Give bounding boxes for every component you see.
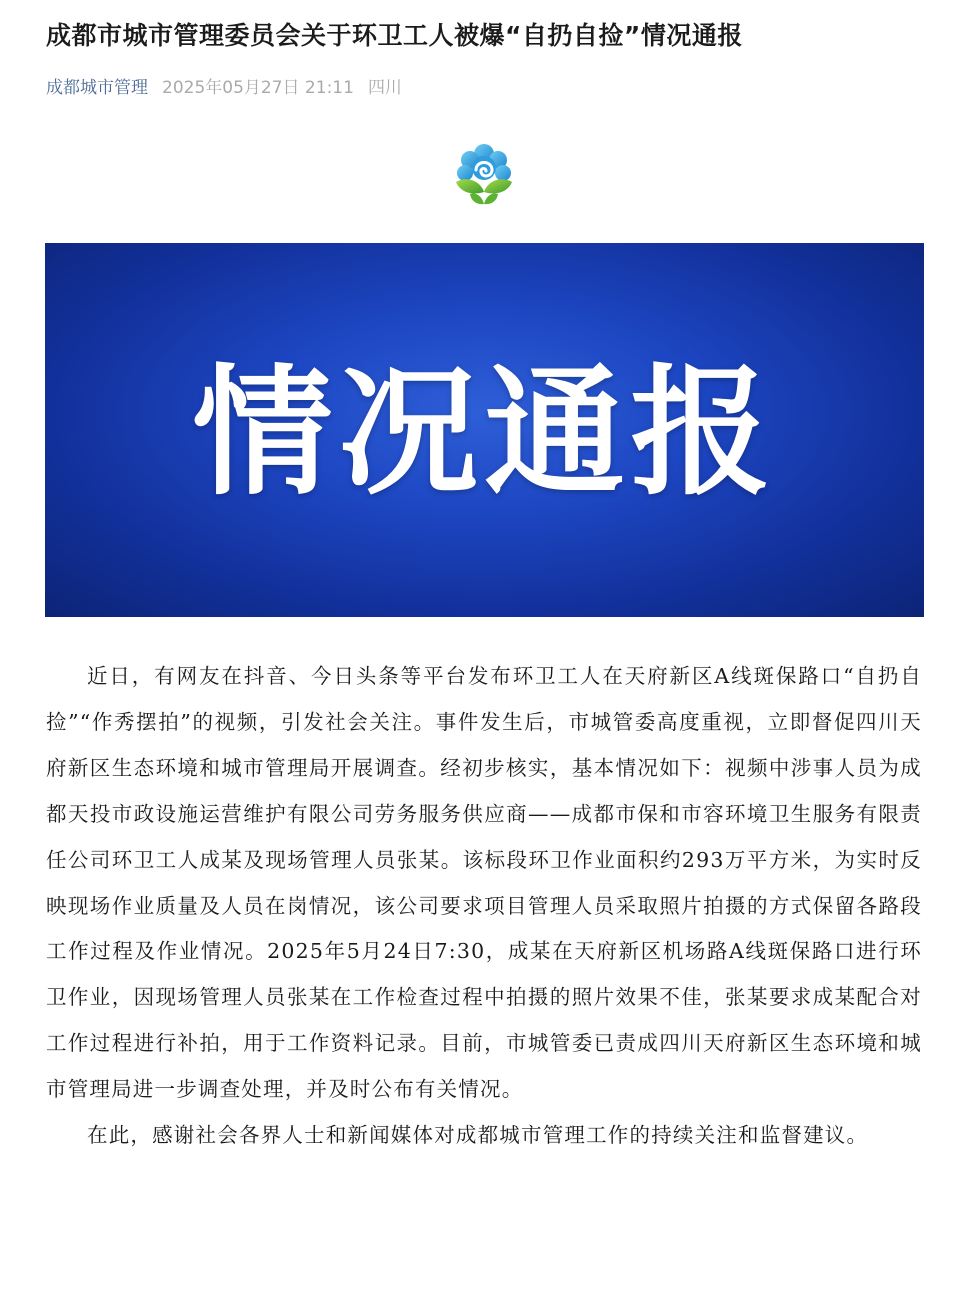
publish-location: 四川 [367,78,402,98]
banner-title: 情况通报 [192,351,777,515]
account-name-link[interactable]: 成都城市管理 [46,78,148,98]
article-title: 成都市城市管理委员会关于环卫工人被爆“自扔自捡”情况通报 [46,21,743,50]
article-meta [46,74,402,102]
logo-emblem-svg [446,140,522,210]
article-body [46,654,922,1159]
body-paragraph: 在此，感谢社会各界人士和新闻媒体对成都城市管理工作的持续关注和监督建议。 [87,1123,869,1148]
publish-date: 2025年05月27日 21:11 [162,78,354,98]
announcement-banner [45,243,924,617]
body-paragraph: 近日，有网友在抖音、今日头条等平台发布环卫工人在天府新区A线斑保路口“自扔自捡”“作秀摆拍”的视频，引发社会关注。事件发生后，市城管委高度重视，立即督促四川天府新区生态环境和城市管理局开展调查。经初步核实，基本情况如下：视频中涉事人员为成都天投市政设施运营维护有限公司劳务服务供应商——成都市保和市容环境卫生服务有限责任公司环卫工人成某及现场管理人员张某。该标段环卫作业面积约293万平方米，为实时反映现场作业质量及人员在岗情况，该公司要求项目管理人员采取照片拍摄的方式保留各路段工作过程及作业情况。2025年5月24日7:30，成某在天府新区机场路A线斑保路口进行环卫作业，因现场管理人员张某在工作检查过程中拍摄的照片效果不佳，张某要求成某配合对工作过程进行补拍，用于工作资料记录。目前，市城管委已责成四川天府新区生态环境和城市管理局进一步调查处理，并及时公布有关情况。 [46,664,922,1102]
city-management-logo-icon [446,140,522,210]
